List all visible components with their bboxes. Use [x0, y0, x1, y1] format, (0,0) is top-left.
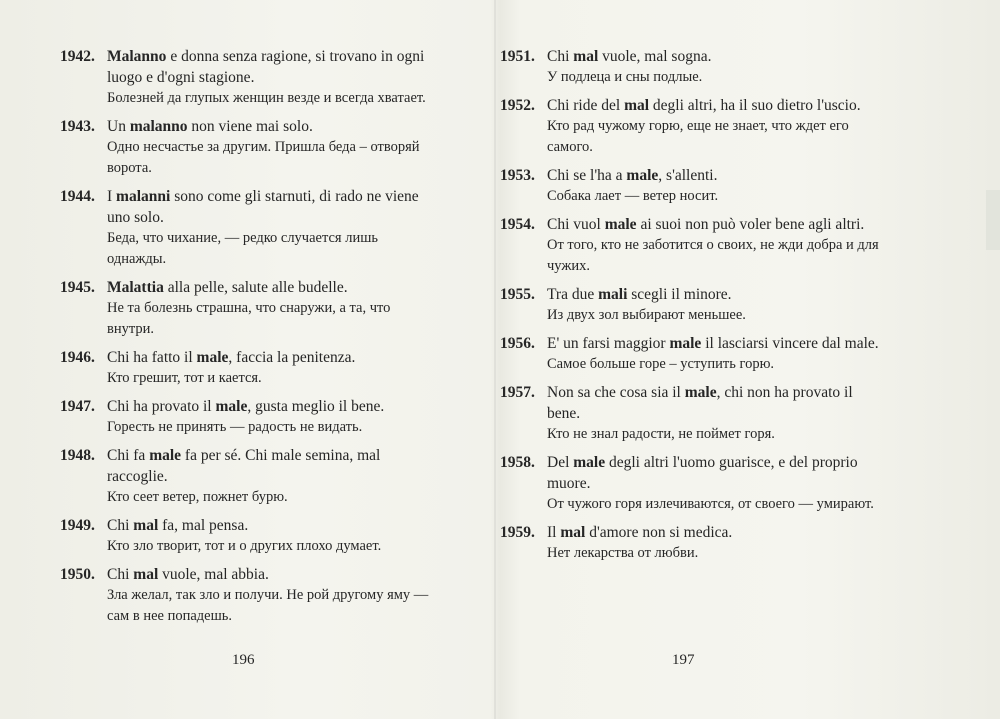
proverb-keyword: male [149, 447, 182, 464]
proverb-italian [547, 214, 880, 235]
proverb-number: 1953. [500, 167, 535, 184]
proverb-italian-text: Non sa che cosa sia il [547, 384, 685, 401]
proverb-entry [500, 214, 880, 277]
proverb-italian [107, 186, 440, 228]
proverb-italian-text: d'amore non si medica. [585, 524, 733, 541]
proverb-italian-text: I [107, 188, 117, 205]
proverb-italian [107, 277, 440, 298]
proverb-number: 1959. [500, 524, 535, 541]
proverb-keyword: Malattia [107, 279, 164, 296]
proverb-italian-text: , gusta meglio il bene. [247, 398, 385, 415]
proverb-italian [547, 46, 880, 67]
proverb-russian: Кто грешит, тот и кается. [107, 370, 262, 386]
proverb-keyword: male [604, 216, 637, 233]
proverb-russian: Кто сеет ветер, пожнет бурю. [107, 489, 288, 505]
proverb-number: 1949. [60, 517, 95, 534]
proverb-italian [547, 452, 880, 494]
proverb-keyword: male [684, 384, 717, 401]
proverb-italian [107, 515, 440, 536]
page-number-right: 197 [672, 652, 695, 668]
proverb-italian-text: Chi [107, 566, 134, 583]
proverb-number: 1958. [500, 454, 535, 471]
proverb-italian-text: Un [107, 118, 130, 135]
proverb-keyword: mal [573, 48, 599, 65]
proverb-entry [500, 165, 880, 207]
proverb-number: 1955. [500, 286, 535, 303]
proverb-russian: Из двух зол выбирают меньшее. [547, 307, 746, 323]
proverb-russian: Кто рад чужому горю, еще не знает, что ждет его самого. [547, 118, 849, 155]
proverb-number: 1950. [60, 566, 95, 583]
proverb-italian-text: Chi vuol [547, 216, 605, 233]
proverb-russian: Самое больше горе – уступить горю. [547, 356, 775, 372]
proverb-italian [107, 396, 440, 417]
proverb-entry [500, 284, 880, 326]
proverb-entry [60, 396, 440, 438]
proverb-italian-text: e donna senza ragione, si trovano in ogni luogo e d'ogni stagione. [107, 48, 425, 86]
proverb-italian [547, 333, 880, 354]
proverb-keyword: Malanno [107, 48, 167, 65]
proverb-entry [60, 186, 440, 270]
proverb-italian [107, 347, 440, 368]
proverb-russian: От чужого горя излечиваются, от своего — умирают. [547, 496, 874, 512]
proverb-keyword: male [573, 454, 606, 471]
proverb-italian-text: Tra due [547, 286, 599, 303]
proverb-italian-text: non viene mai solo. [187, 118, 313, 135]
proverb-russian: Горесть не принять — радость не видать. [107, 419, 363, 435]
proverb-keyword: mal [133, 517, 159, 534]
proverb-keyword: malanno [129, 118, 188, 135]
proverb-russian: Не та болезнь страшна, что снаружи, а та, что внутри. [107, 300, 391, 337]
proverb-italian-text: scegli il minore. [627, 286, 732, 303]
proverb-russian: Болезней да глупых женщин везде и всегда хватает. [107, 90, 426, 106]
proverb-italian-text: E' un farsi maggior [547, 335, 670, 352]
proverb-italian [547, 95, 880, 116]
proverb-entry [60, 445, 440, 508]
book-gutter [494, 0, 496, 719]
proverb-entry [500, 452, 880, 515]
proverb-italian-text: fa per sé. Chi male semina, mal raccoglie. [107, 447, 381, 485]
proverb-russian: Кто не знал радости, не поймет горя. [547, 426, 775, 442]
proverb-italian-text: Del [547, 454, 574, 471]
proverb-italian [547, 382, 880, 424]
proverb-italian-text: Chi [547, 48, 574, 65]
proverb-italian [107, 116, 440, 137]
proverb-number: 1956. [500, 335, 535, 352]
proverb-number: 1954. [500, 216, 535, 233]
proverb-russian: У подлеца и сны подлые. [547, 69, 703, 85]
proverb-entry [60, 564, 440, 627]
proverb-russian: Собака лает — ветер носит. [547, 188, 719, 204]
proverb-keyword: male [669, 335, 702, 352]
proverb-entry [60, 347, 440, 389]
proverb-italian [547, 284, 880, 305]
proverb-italian-text: degli altri, ha il suo dietro l'uscio. [649, 97, 861, 114]
proverb-italian-text: Chi se l'ha a [547, 167, 627, 184]
proverb-russian: От того, кто не заботится о своих, не жди добра и для чужих. [547, 237, 879, 274]
proverb-keyword: mal [133, 566, 159, 583]
right-page [500, 46, 880, 571]
proverb-italian-text: vuole, mal sogna. [598, 48, 712, 65]
proverb-entry [500, 46, 880, 88]
proverb-entry [60, 515, 440, 557]
proverb-number: 1947. [60, 398, 95, 415]
proverb-italian-text: fa, mal pensa. [158, 517, 249, 534]
page-edge [986, 190, 1000, 250]
proverb-keyword: male [196, 349, 229, 366]
proverb-italian [107, 564, 440, 585]
proverb-russian: Нет лекарства от любви. [547, 545, 699, 561]
proverb-italian-text: Chi [107, 517, 134, 534]
proverb-italian [547, 165, 880, 186]
proverb-keyword: malanni [116, 188, 171, 205]
proverb-italian-text: Il [547, 524, 561, 541]
proverb-keyword: male [626, 167, 659, 184]
proverb-italian-text: Chi ha fatto il [107, 349, 197, 366]
proverb-entry [60, 277, 440, 340]
proverb-number: 1943. [60, 118, 95, 135]
proverb-number: 1944. [60, 188, 95, 205]
proverb-italian-text: Chi fa [107, 447, 150, 464]
proverb-russian: Кто зло творит, тот и о других плохо думает. [107, 538, 382, 554]
proverb-italian-text: sono come gli starnuti, di rado ne viene uno solo. [107, 188, 419, 226]
proverb-italian-text: , faccia la penitenza. [228, 349, 356, 366]
proverb-number: 1945. [60, 279, 95, 296]
proverb-entry [500, 95, 880, 158]
proverb-keyword: male [215, 398, 248, 415]
proverb-entry [60, 46, 440, 109]
proverb-keyword: mali [598, 286, 628, 303]
page-number-left: 196 [232, 652, 255, 668]
proverb-italian [107, 445, 440, 487]
proverb-italian-text: alla pelle, salute alle budelle. [163, 279, 348, 296]
proverb-russian: Зла желал, так зло и получи. Не рой другому яму — сам в нее попадешь. [107, 587, 429, 624]
proverb-number: 1942. [60, 48, 95, 65]
proverb-italian-text: vuole, mal abbia. [158, 566, 269, 583]
proverb-italian-text: ai suoi non può voler bene agli altri. [636, 216, 865, 233]
proverb-italian-text: degli altri l'uomo guarisce, e del proprio muore. [547, 454, 858, 492]
proverb-entry [500, 333, 880, 375]
proverb-keyword: mal [624, 97, 650, 114]
proverb-number: 1952. [500, 97, 535, 114]
proverb-italian-text: , s'allenti. [658, 167, 718, 184]
proverb-number: 1948. [60, 447, 95, 464]
proverb-number: 1946. [60, 349, 95, 366]
proverb-entry [500, 522, 880, 564]
proverb-italian-text: , chi non ha provato il bene. [547, 384, 853, 422]
proverb-entry [500, 382, 880, 445]
proverb-italian-text: Chi ha provato il [107, 398, 216, 415]
proverb-russian: Одно несчастье за другим. Пришла беда – отворяй ворота. [107, 139, 420, 176]
proverb-number: 1957. [500, 384, 535, 401]
proverb-keyword: mal [560, 524, 586, 541]
proverb-italian-text: Chi ride del [547, 97, 625, 114]
left-page [60, 46, 440, 634]
proverb-entry [60, 116, 440, 179]
proverb-italian [547, 522, 880, 543]
proverb-russian: Беда, что чихание, — редко случается лишь однажды. [107, 230, 378, 267]
proverb-number: 1951. [500, 48, 535, 65]
proverb-italian [107, 46, 440, 88]
proverb-italian-text: il lasciarsi vincere dal male. [701, 335, 879, 352]
